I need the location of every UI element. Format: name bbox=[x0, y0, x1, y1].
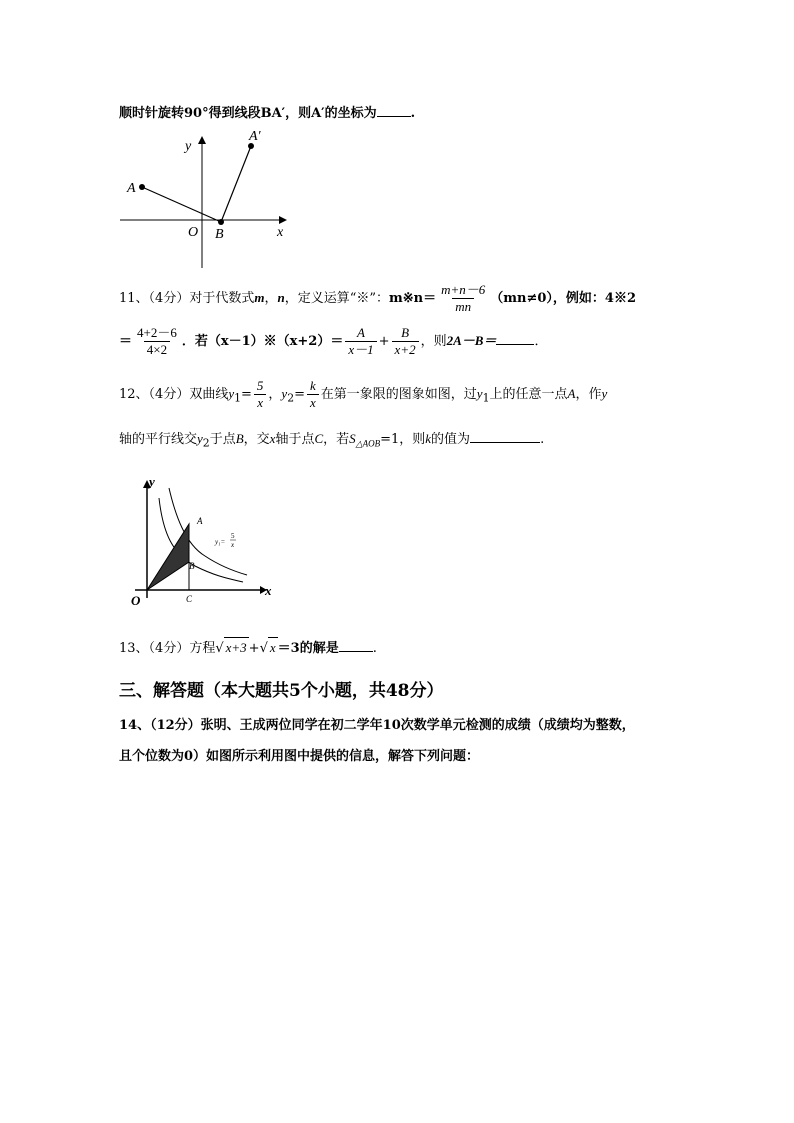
point-b bbox=[218, 219, 224, 225]
fig2-label-x: x bbox=[265, 583, 272, 598]
fig2-curve-label-den: x bbox=[231, 541, 235, 549]
fig2-curve-label: y₁= bbox=[215, 538, 226, 546]
fig2-label-c: C bbox=[186, 594, 193, 604]
fig2-label-a: A bbox=[197, 516, 203, 526]
q10-text: 顺时针旋转90°得到线段BA′，则A′的坐标为 bbox=[119, 106, 377, 121]
q11-line1: 11、（4分）对于代数式m，n，定义运算“※”：m※n＝ $\frac{m+n-6}{mn}$ （mn≠0），例如：4※2 bbox=[119, 282, 637, 314]
fig1-label-y: y bbox=[185, 139, 192, 154]
segment-ab bbox=[142, 187, 221, 222]
q11-fraction-b: $\frac{B}{x+2}$ bbox=[392, 325, 419, 358]
fig2-label-o: O bbox=[131, 593, 141, 608]
q13-answer-blank bbox=[339, 639, 373, 652]
q11-answer-blank bbox=[496, 332, 534, 345]
q10-answer-blank bbox=[377, 104, 411, 117]
fig1-label-b: B bbox=[215, 227, 224, 242]
fig1-label-x: x bbox=[277, 225, 284, 240]
fig1-y-arrow bbox=[198, 136, 206, 144]
q10-tail: 顺时针旋转90°得到线段BA′，则A′的坐标为 . bbox=[119, 106, 416, 121]
fig2-curve-label-num: 5 bbox=[231, 532, 235, 540]
fig1-label-a-prime: A′ bbox=[249, 129, 261, 144]
q12-fraction-y2: $\frac{k}{x}$ bbox=[307, 378, 319, 411]
sqrt-icon: √ bbox=[215, 641, 224, 656]
q11-line2: ＝ $\frac{4+2-6}{4\times 2}$ ．若（x－1）※（x+2）＝ $\frac{A}{x-1}$ + $\frac{B}{x+2}$ ，则2A－B＝ ． bbox=[119, 325, 548, 357]
q11-example-fraction: $\frac{4+2-6}{4\times 2}$ bbox=[137, 325, 177, 357]
fig2-label-b: B bbox=[189, 561, 195, 571]
segment-ba-prime bbox=[221, 146, 251, 222]
fig1-x-arrow bbox=[279, 216, 287, 224]
figure-hyperbola bbox=[125, 474, 285, 614]
q12-fraction-y1: $\frac{5}{x}$ bbox=[254, 378, 267, 411]
q14-line1: 14、（12分）张明、王成两位同学在初二学年10次数学单元检测的成绩（成绩均为整数， bbox=[119, 718, 635, 733]
triangle-aob bbox=[147, 524, 189, 590]
section-heading: 三、解答题（本大题共5个小题，共48分） bbox=[119, 681, 444, 701]
q14-line2: 且个位数为0）如图所示利用图中提供的信息，解答下列问题： bbox=[119, 749, 480, 764]
sqrt-icon: √ bbox=[259, 641, 268, 656]
q12-line2: 轴的平行线交$y_2$于点B，交x轴于点C，若$S_{\triangle AOB}=1$，则k的值为 . bbox=[119, 431, 545, 450]
q12-line1: 12、（4分）双曲线$y_1=$ $\frac{5}{x}$ ，$y_2=$ $\frac{k}{x}$ 在第一象限的图象如图，过$y_1$上的任意一点A，作y bbox=[119, 378, 608, 410]
q13-line: 13、（4分）方程√ x+3 +√ x ＝3的解是 . bbox=[119, 637, 377, 659]
fig1-label-o: O bbox=[188, 225, 199, 240]
q11-definition-fraction: $\frac{m+n-6}{mn}$ bbox=[441, 282, 486, 314]
q11-fraction-a: $\frac{A}{x-1}$ bbox=[345, 325, 376, 358]
figure-rotation bbox=[115, 126, 295, 271]
q12-answer-blank bbox=[470, 430, 540, 443]
fig2-label-y: y bbox=[149, 474, 155, 489]
fig1-label-a: A bbox=[127, 181, 136, 196]
point-a bbox=[139, 184, 145, 190]
